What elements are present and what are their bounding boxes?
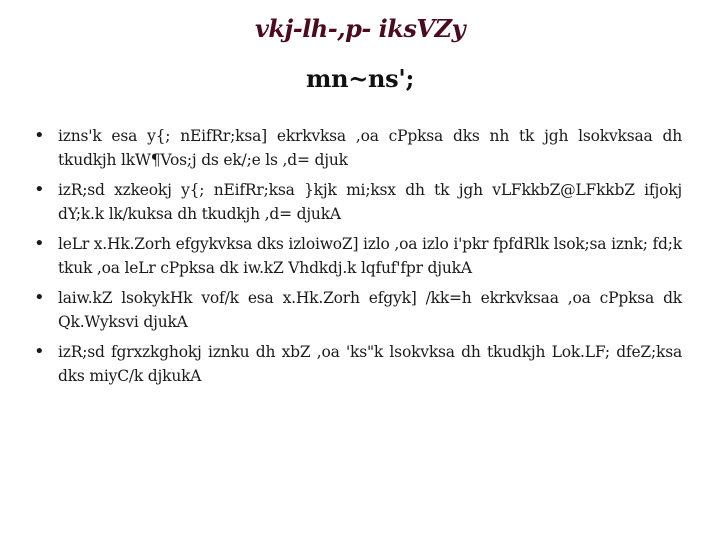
bullet-text: izR;sd fgrxzkghokj iznku dh xbZ ,oa 'ks"k lsokvksa dh tkudkjh Lok.LF; dfeZ;ksa dks miyC/k djkukA [58, 343, 682, 385]
bullet-item [32, 124, 682, 172]
slide-title: vkj-lh-,p- iksVZy [254, 14, 466, 43]
bullet-text: izR;sd xzkeokj y{; nEifRr;ksa }kjk mi;ksx dh tk jgh vLFkkbZ@LFkkbZ ifjokj dY;k.k lk/kuksa dh tkudkjh ,d= djukA [58, 181, 682, 223]
bullet-icon: • [34, 233, 45, 254]
bullet-item [32, 232, 682, 280]
bullet-text: izns'k esa y{; nEifRr;ksa] ekrkvksa ,oa cPpksa dks nh tk jgh lsokvksaa dh tkudkjh lkW¶Vos;j ds ek/;e ls ,d= djuk [58, 127, 682, 169]
bullet-icon: • [34, 287, 45, 308]
bullet-icon: • [34, 341, 45, 362]
bullet-text: laiw.kZ lsokykHk vof/k esa x.Hk.Zorh efgyk] /kk=h ekrkvksaa ,oa cPpksa dk Qk.Wyksvi djukA [58, 289, 682, 331]
bullet-icon: • [34, 179, 45, 200]
bullet-item [32, 286, 682, 334]
bullet-item [32, 178, 682, 226]
bullet-list [32, 124, 682, 394]
bullet-item [32, 340, 682, 388]
bullet-icon: • [34, 125, 45, 146]
bullet-text: leLr x.Hk.Zorh efgykvksa dks izloiwoZ] izlo ,oa izlo i'pkr fpfdRlk lsok;sa iznk; fd;k tkuk ,oa leLr cPpksa dk iw.kZ Vhdkdj.k lqfuf'fpr djukA [58, 235, 682, 277]
slide-subtitle: mn~ns'; [305, 64, 415, 93]
